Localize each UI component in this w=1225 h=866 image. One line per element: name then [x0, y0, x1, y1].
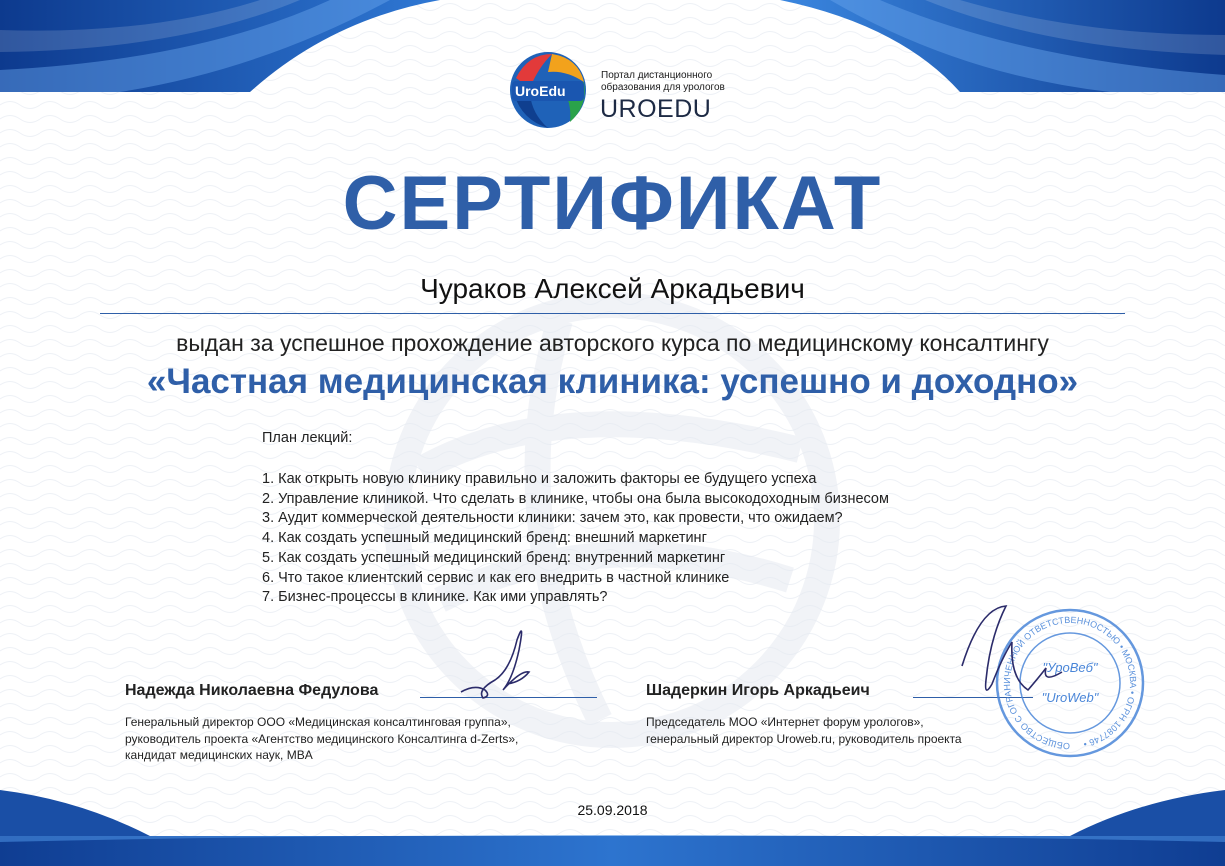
right-signatory-description [646, 714, 962, 747]
course-title: «Частная медицинская клиника: успешно и доходно» [146, 362, 1079, 401]
left-signatory-name: Надежда Николаевна Федулова [125, 682, 379, 699]
plan-item: 5. Как создать успешный медицинский бренд: внутренний маркетинг [262, 549, 726, 566]
certificate-title: СЕРТИФИКАТ [342, 161, 883, 246]
plan-item: 1. Как открыть новую клинику правильно и заложить факторы ее будущего успеха [262, 471, 817, 487]
logo-name: UROEDU [600, 95, 712, 123]
plan-list [262, 470, 889, 608]
uroedu-logo [508, 48, 728, 132]
right-desc-line1: Председатель МОО «Интернет форум урологов», [646, 715, 924, 729]
uroweb-stamp [950, 598, 1160, 768]
logo-badge-text: UroEdu [515, 83, 566, 99]
recipient-name: Чураков Алексей Аркадьевич [420, 273, 805, 304]
plan-item: 4. Как создать успешный медицинский бренд: внешний маркетинг [262, 530, 707, 547]
stamp-center-line1: "УроВеб" [1042, 660, 1098, 675]
plan-item: 7. Бизнес-процессы в клинике. Как ими управлять? [262, 589, 608, 606]
bottom-band [0, 836, 1225, 866]
stamp-ring-text: ОБЩЕСТВО С ОГРАНИЧЕННОЙ ОТВЕТСТВЕННОСТЬЮ • МОСКВА • ОГРН 1087746 • [1001, 614, 1139, 752]
left-desc-line2: руководитель проекта «Агентство медицинского Консалтинга d-Zerts», [125, 731, 519, 746]
logo-caption-line1: Портал дистанционного [601, 70, 713, 81]
plan-item: 6. Что такое клиентский сервис и как его внедрить в частной клинике [262, 569, 730, 586]
left-desc-line1: Генеральный директор ООО «Медицинская консалтинговая группа», [125, 715, 511, 729]
issued-for-text: выдан за успешное прохождение авторского курса по медицинскому консалтингу [176, 330, 1049, 356]
logo-caption [601, 70, 725, 94]
stamp-center-line2: "UroWeb" [1041, 690, 1099, 705]
plan-item: 3. Аудит коммерческой деятельности клиники: зачем это, как провести, что ожидаем? [262, 510, 843, 527]
plan-heading: План лекций: [262, 430, 353, 446]
recipient-underline [100, 313, 1125, 314]
left-signatory-description [125, 714, 518, 764]
logo-caption-line2: образования для урологов [601, 82, 725, 93]
plan-item: 2. Управление клиникой. Что сделать в клинике, чтобы она была высокодоходным бизнесом [262, 490, 889, 507]
issue-date: 25.09.2018 [577, 802, 648, 818]
left-desc-line3: кандидат медицинских наук, MBA [125, 748, 313, 762]
right-desc-line2: генеральный директор Uroweb.ru, руководитель проекта [646, 731, 962, 746]
left-signature [455, 620, 545, 710]
right-signatory-name: Шадеркин Игорь Аркадьеич [646, 682, 870, 699]
